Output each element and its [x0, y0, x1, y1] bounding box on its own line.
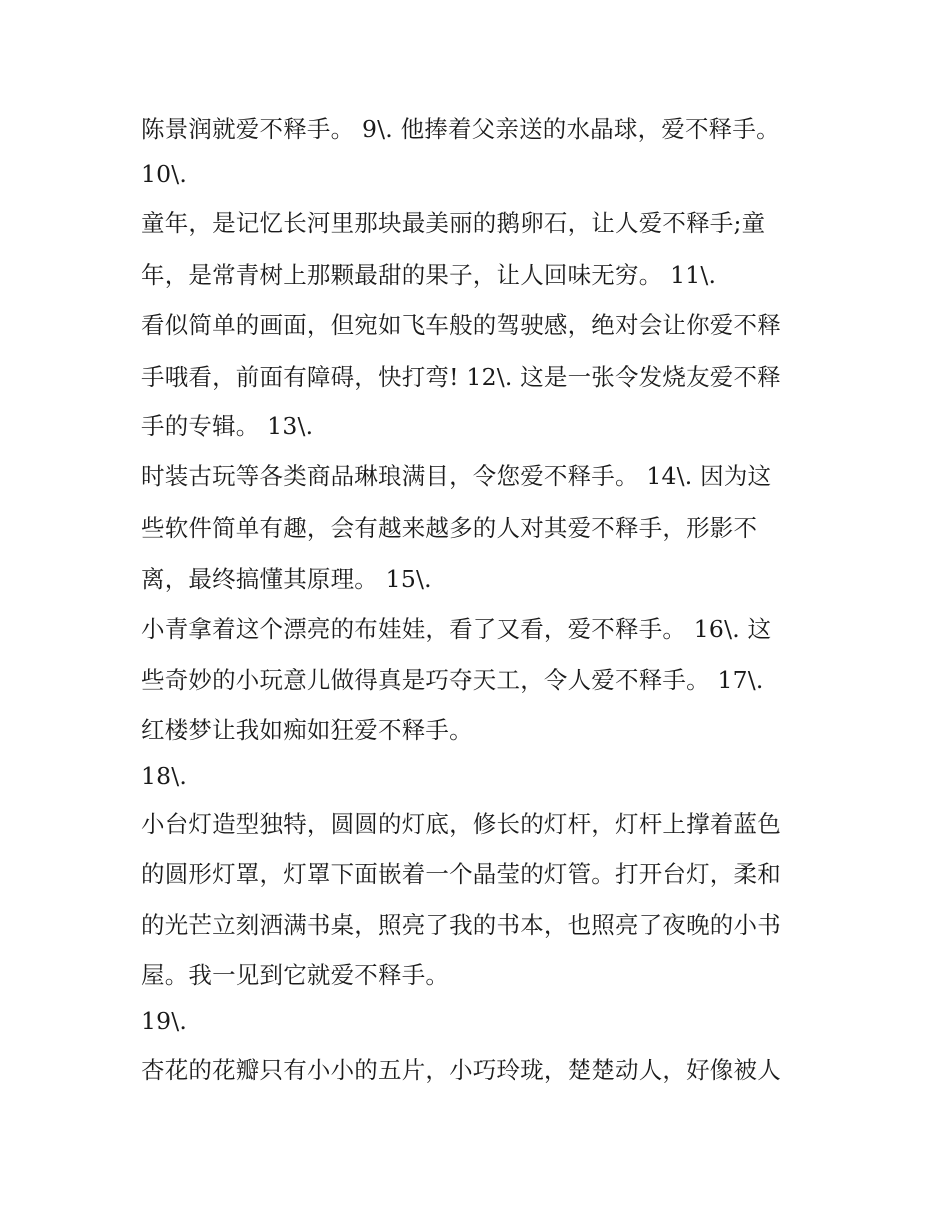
text-line: 的光芒立刻洒满书桌，照亮了我的书本，也照亮了夜晚的小书	[141, 911, 781, 939]
text-line: 的圆形灯罩，灯罩下面嵌着一个晶莹的灯管。打开台灯，柔和	[141, 860, 781, 888]
text-line: 些奇妙的小玩意儿做得真是巧夺天工，令人爱不释手。 17\.	[141, 666, 764, 694]
text-line: 童年，是记忆长河里那块最美丽的鹅卵石，让人爱不释手;童	[141, 209, 766, 237]
text-line: 手哦看，前面有障碍，快打弯! 12\. 这是一张令发烧友爱不释	[141, 363, 781, 391]
text-line: 陈景润就爱不释手。 9\. 他捧着父亲送的水晶球，爱不释手。	[141, 115, 780, 143]
text-line: 离，最终搞懂其原理。 15\.	[141, 565, 432, 593]
text-line: 红楼梦让我如痴如狂爱不释手。	[141, 716, 473, 744]
text-line: 19\.	[141, 1007, 188, 1035]
text-line: 时装古玩等各类商品琳琅满目，令您爱不释手。 14\. 因为这	[141, 462, 772, 490]
text-line: 些软件简单有趣，会有越来越多的人对其爱不释手，形影不	[141, 514, 758, 542]
text-line: 杏花的花瓣只有小小的五片，小巧玲珑，楚楚动人，好像被人	[141, 1056, 781, 1084]
text-line: 小青拿着这个漂亮的布娃娃，看了又看，爱不释手。 16\. 这	[141, 615, 772, 643]
text-line: 手的专辑。 13\.	[141, 412, 314, 440]
text-line: 小台灯造型独特，圆圆的灯底，修长的灯杆，灯杆上撑着蓝色	[141, 810, 781, 838]
text-line: 10\.	[141, 160, 188, 188]
text-line: 屋。我一见到它就爱不释手。	[141, 961, 450, 989]
text-line: 看似简单的画面，但宛如飞车般的驾驶感，绝对会让你爱不释	[141, 311, 781, 339]
text-line: 18\.	[141, 762, 188, 790]
text-line: 年，是常青树上那颗最甜的果子，让人回味无穷。 11\.	[141, 261, 717, 289]
